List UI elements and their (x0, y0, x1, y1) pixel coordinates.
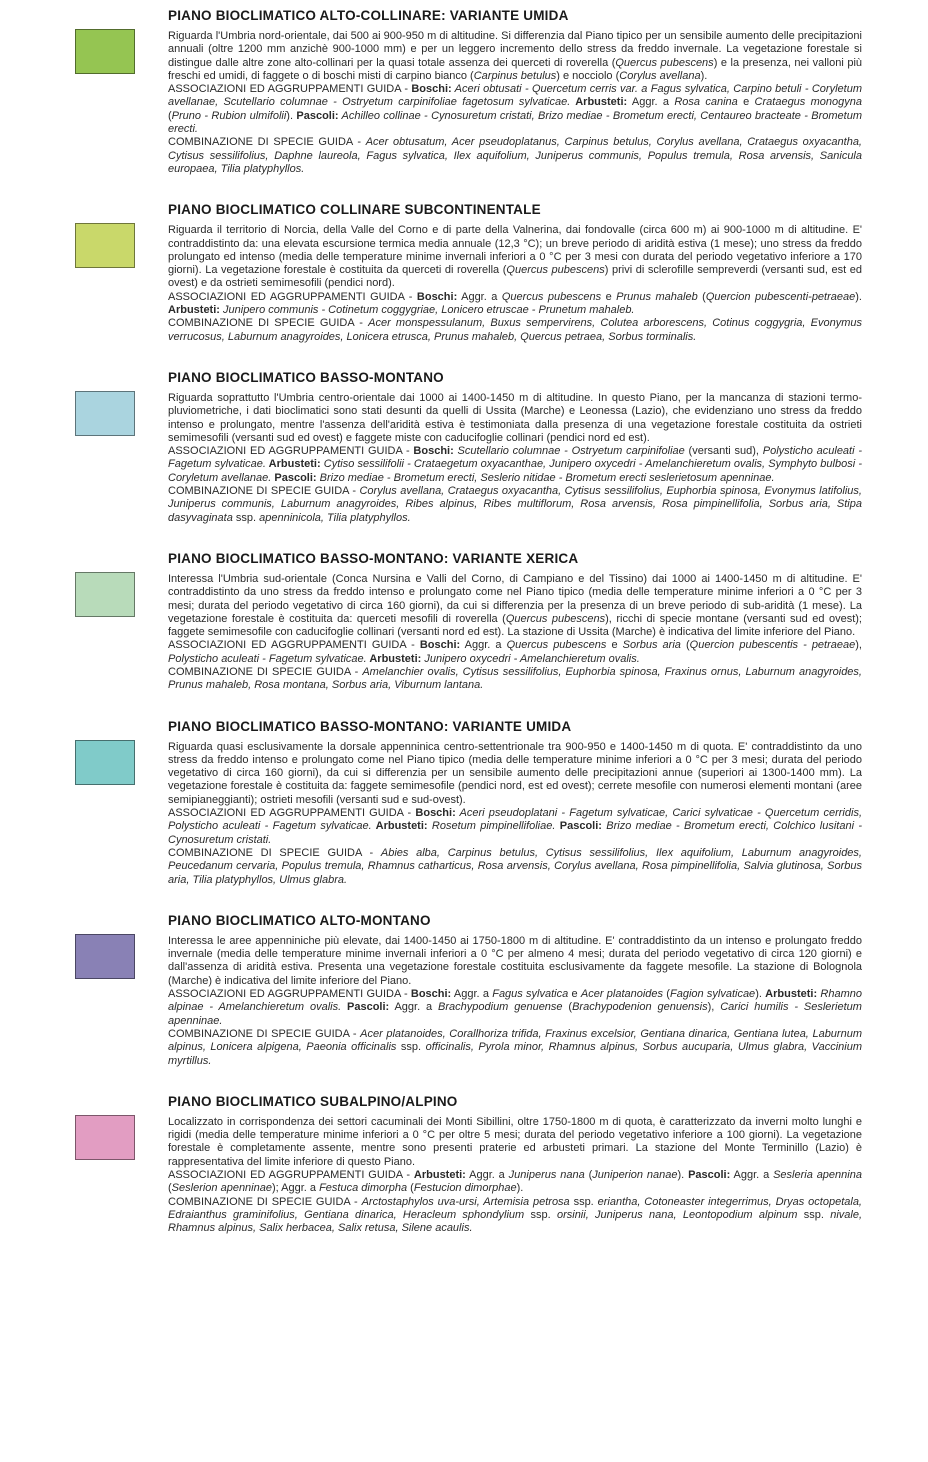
section-associations: ASSOCIAZIONI ED AGGRUPPAMENTI GUIDA - Arbusteti: Aggr. a Juniperus nana (Juniperion nanae). Pascoli: Aggr. a Sesleria apennina (Seslerion apenninae); Aggr. a Festuca dimorpha (Festucion dimorphae). (168, 1169, 862, 1195)
section-description: Riguarda soprattutto l'Umbria centro-orientale dai 1000 ai 1400-1450 m di altitudine. In questo Piano, per la mancanza di stazioni termo-pluviometriche, i dati bioclimatici sono stati desunti da quelli di Ussita (Marche) e Leonessa (Lazio), che evidenziano uno stress da freddo intenso e prolungato, mentre l'assenza dell'aridità estiva è testimoniata dalla presenza di una vegetazione forestale costituita da ostrieti semimesofili (versanti sud ed ovest) e faggete miste con caducifoglie collinari (pendici nord ed est). (168, 391, 862, 444)
color-swatch (75, 1115, 135, 1160)
section-description: Localizzato in corrispondenza dei settori cacuminali dei Monti Sibillini, oltre 1750-1800 m di quota, è caratterizzato da inverni molto lunghi e rigidi (media delle temperature minime inferiori a 0 °C per oltre 5 mesi; durata del periodo vegetativo inferiore a 100 giorni). La vegetazione forestale è completamente assente, mentre sono presenti praterie ed arbusteti primari. La stazione del Monte Terminillo (Lazio) è rappresentativa del limite inferiore di questo Piano. (168, 1115, 862, 1168)
section-title: PIANO BIOCLIMATICO BASSO-MONTANO: VARIANTE UMIDA (168, 718, 572, 734)
section-associations: ASSOCIAZIONI ED AGGRUPPAMENTI GUIDA - Boschi: Aggr. a Quercus pubescens e Prunus mahaleb (Quercion pubescenti-petraeae). Arbusteti: Junipero communis - Cotinetum coggygriae, Lonicero etruscae - Prunetum mahaleb. (168, 290, 862, 317)
section-associations: ASSOCIAZIONI ED AGGRUPPAMENTI GUIDA - Boschi: Aggr. a Quercus pubescens e Sorbus aria (Quercion pubescentis - petraeae), Polysticho aculeati - Fagetum sylvaticae. Arbusteti: Junipero oxycedri - Amelanchieretum ovalis. (168, 639, 862, 665)
section-description: Riguarda il territorio di Norcia, della Valle del Corno e di parte della Valnerina, dai fondovalle (circa 600 m) ai 900-1000 m di altitudine. E' contraddistinto da: una elevata escursione termica media annuale (12,3 °C); un breve periodo di aridità estiva (1 mese); uno stress da freddo prolungato ed intenso (media delle temperature minime invernali inferiori a 0 °C per 3 mesi con durata del periodo vegetativo inferiore a 170 giorni). La vegetazione forestale è costituita da querceti di roverella (Quercus pubescens) privi di sclerofille sempreverdi (versanti sud, est ed ovest) e da ostrieti semimesofili (pendici nord). (168, 224, 862, 290)
bioclimatic-section-1 (168, 8, 862, 176)
section-title: PIANO BIOCLIMATICO ALTO-MONTANO (168, 912, 431, 928)
section-description: Riguarda quasi esclusivamente la dorsale appenninica centro-settentrionale tra 900-950 e 1400-1450 m di quota. E' contraddistinto da uno stress da freddo intenso e prolungato come nel Piano tipico (media delle temperature minime inferiori a 0 °C per 3 mesi; durata del periodo vegetativo di circa 160 giorni), da cui si differenzia per un sensibile aumento delle precipitazioni annue (superiori ai 1300-1400 mm). La vegetazione forestale è costituita da: faggete semimesofile (pendici nord, est ed ovest); cerrete mesofile con numerosi elementi montani (aree semipianeggianti); ostrieti mesofili (versanti sud e sud-ovest). (168, 740, 862, 806)
color-swatch (75, 391, 135, 436)
section-description: Interessa le aree appenniniche più elevate, dai 1400-1450 ai 1750-1800 m di altitudine. E' contraddistinto da un intenso e prolungato freddo invernale (media delle temperature minime invernali inferiori a 0 °C per almeno 4 mesi; durata del periodo vegetativo di circa 120 giorni) e dall'assenza di aridità estiva. Presenta una vegetazione forestale costituita esclusivamente da faggete mesofile. La stazione di Bolognola (Marche) è indicativa del limite inferiore del Piano. (168, 934, 862, 987)
section-species-combination: COMBINAZIONE DI SPECIE GUIDA - Arctostaphylos uva-ursi, Artemisia petrosa ssp. eriantha, Cotoneaster integerrimus, Dryas octopetala, Edraianthus graminifolius, Gentiana dinarica, Heracleum sphondylium ssp. orsinii, Juniperus nana, Leontopodium alpinum ssp. nivale, Rhamnus alpinus, Salix herbacea, Salix retusa, Silene acaulis. (168, 1195, 862, 1235)
section-title: PIANO BIOCLIMATICO SUBALPINO/ALPINO (168, 1093, 458, 1109)
section-title: PIANO BIOCLIMATICO BASSO-MONTANO (168, 369, 444, 385)
bioclimatic-section-4 (168, 551, 862, 693)
color-swatch (75, 29, 135, 74)
section-species-combination: COMBINAZIONE DI SPECIE GUIDA - Corylus avellana, Crataegus oxyacantha, Cytisus sessilifolius, Euphorbia spinosa, Evonymus latifolius, Juniperus communis, Laburnum anagyroides, Ribes alpinus, Ribes multiflorum, Rosa arvensis, Rosa pimpinellifolia, Sorbus aria, Stipa dasyvaginata ssp. apenninicola, Tilia platyphyllos. (168, 485, 862, 524)
section-title: PIANO BIOCLIMATICO BASSO-MONTANO: VARIANTE XERICA (168, 550, 579, 566)
section-associations: ASSOCIAZIONI ED AGGRUPPAMENTI GUIDA - Boschi: Aggr. a Fagus sylvatica e Acer platanoides (Fagion sylvaticae). Arbusteti: Rhamno alpinae - Amelanchieretum ovalis. Pascoli: Aggr. a Brachypodium genuense (Brachypodenion genuensis), Carici humilis - Seslerietum apenninae. (168, 988, 862, 1027)
bioclimatic-section-7 (168, 1094, 862, 1236)
section-associations: ASSOCIAZIONI ED AGGRUPPAMENTI GUIDA - Boschi: Aceri obtusati - Quercetum cerris var. a Fagus sylvatica, Carpino betuli - Coryletum avellanae, Scutellario columnae - Ostryetum carpinifoliae fagetosum sylvaticae. Arbusteti: Aggr. a Rosa canina e Crataegus monogyna (Pruno - Rubion ulmifolii). Pascoli: Achilleo collinae - Cynosuretum cristati, Brizo mediae - Brometum erecti, Centaureo bracteate - Brometum erecti. (168, 83, 862, 136)
section-description: Riguarda l'Umbria nord-orientale, dai 500 ai 900-950 m di altitudine. Si differenzia dal Piano tipico per un sensibile aumento delle precipitazioni annuali (oltre 1200 mm anzichè 900-1000 mm) e per un leggero incremento dello stress da freddo invernale. La vegetazione forestale si distingue dalle altre zone alto-collinari per la quasi totale assenza dei querceti di roverella (Quercus pubescens) e la presenza, nei valloni più freschi ed umidi, di faggete o di boschi misti di carpino bianco (Carpinus betulus) e nocciolo (Corylus avellana). (168, 30, 863, 82)
section-species-combination: COMBINAZIONE DI SPECIE GUIDA - Acer platanoides, Corallhoriza trifida, Fraxinus excelsior, Gentiana dinarica, Gentiana lutea, Laburnum alpinus, Lonicera alpigena, Paeonia officinalis ssp. officinalis, Pyrola minor, Rhamnus alpinus, Sorbus aucuparia, Ulmus glabra, Vaccinium myrtillus. (168, 1027, 862, 1067)
color-swatch (75, 572, 135, 617)
color-swatch (75, 223, 135, 268)
bioclimatic-section-6 (168, 913, 862, 1068)
bioclimatic-section-3 (168, 370, 862, 525)
section-associations: ASSOCIAZIONI ED AGGRUPPAMENTI GUIDA - Boschi: Scutellario columnae - Ostryetum carpinifoliae (versanti sud), Polysticho aculeati - Fagetum sylvaticae. Arbusteti: Cytiso sessilifolii - Crataegetum oxyacanthae, Junipero oxycedri - Amelanchieretum ovalis, Symphyto bulbosi - Coryletum avellanae. Pascoli: Brizo mediae - Brometum erecti, Seslerio nitidae - Brometum erecti seslerietosum apenninae. (168, 445, 862, 484)
color-swatch (75, 740, 135, 785)
section-species-combination: COMBINAZIONE DI SPECIE GUIDA - Acer monspessulanum, Buxus sempervirens, Colutea arborescens, Cotinus coggygria, Evonymus verrucosus, Laburnum anagyroides, Lonicera etrusca, Prunus mahaleb, Quercus petraea, Sorbus torminalis. (168, 317, 862, 343)
section-species-combination: COMBINAZIONE DI SPECIE GUIDA - Amelanchier ovalis, Cytisus sessilifolius, Euphorbia spinosa, Fraxinus ornus, Laburnum anagyroides, Prunus mahaleb, Rosa montana, Sorbus aria, Viburnum lantana. (168, 665, 862, 692)
section-species-combination: COMBINAZIONE DI SPECIE GUIDA - Acer obtusatum, Acer pseudoplatanus, Carpinus betulus, Corylus avellana, Crataegus oxyacantha, Cytisus sessilifolius, Daphne laureola, Fagus sylvatica, Ilex aquifolium, Juniperus communis, Populus tremula, Rosa arvensis, Sanicula europaea, Tilia platyphyllos. (168, 136, 862, 175)
color-swatch (75, 934, 135, 979)
bioclimatic-section-5 (168, 719, 862, 887)
section-description: Interessa l'Umbria sud-orientale (Conca Nursina e Valli del Corno, di Campiano e del Tissino) dai 1000 ai 1400-1450 m di altitudine. E' contraddistinto da uno stress da freddo intenso e prolungato come nel Piano tipico (media delle temperature minime inferiori a 0 °C per 3 mesi; durata del periodo vegetativo di circa 160 giorni), da cui si differenzia per la presenza di un breve periodo di sub-aridità (1 mese). La vegetazione forestale è costituita da: querceti mesofili di roverella (Quercus pubescens), ricchi di specie montane (versanti sud ed ovest); faggete semimesofile con caducifoglie collinari (versanti nord ed est). La stazione di Ussita (Marche) è indicativa del limite inferiore del Piano. (168, 572, 862, 639)
section-title: PIANO BIOCLIMATICO COLLINARE SUBCONTINENTALE (168, 202, 541, 218)
section-title: PIANO BIOCLIMATICO ALTO-COLLINARE: VARIANTE UMIDA (168, 8, 569, 23)
bioclimatic-section-2 (168, 202, 862, 344)
section-species-combination: COMBINAZIONE DI SPECIE GUIDA - Abies alba, Carpinus betulus, Cytisus sessilifolius, Ilex aquifolium, Laburnum anagyroides, Peucedanum cervaria, Populus tremula, Rhamnus catharticus, Rosa arvensis, Corylus avellana, Rosa pimpinellifolia, Salvia glutinosa, Sorbus aria, Tilia platyphyllos, Ulmus glabra. (168, 846, 862, 886)
section-associations: ASSOCIAZIONI ED AGGRUPPAMENTI GUIDA - Boschi: Aceri pseudoplatani - Fagetum sylvaticae, Carici sylvaticae - Quercetum cerridis, Polysticho aculeati - Fagetum sylvaticae. Arbusteti: Rosetum pimpinellifoliae. Pascoli: Brizo mediae - Brometum erecti, Colchico lusitani - Cynosuretum cristati. (168, 807, 863, 846)
